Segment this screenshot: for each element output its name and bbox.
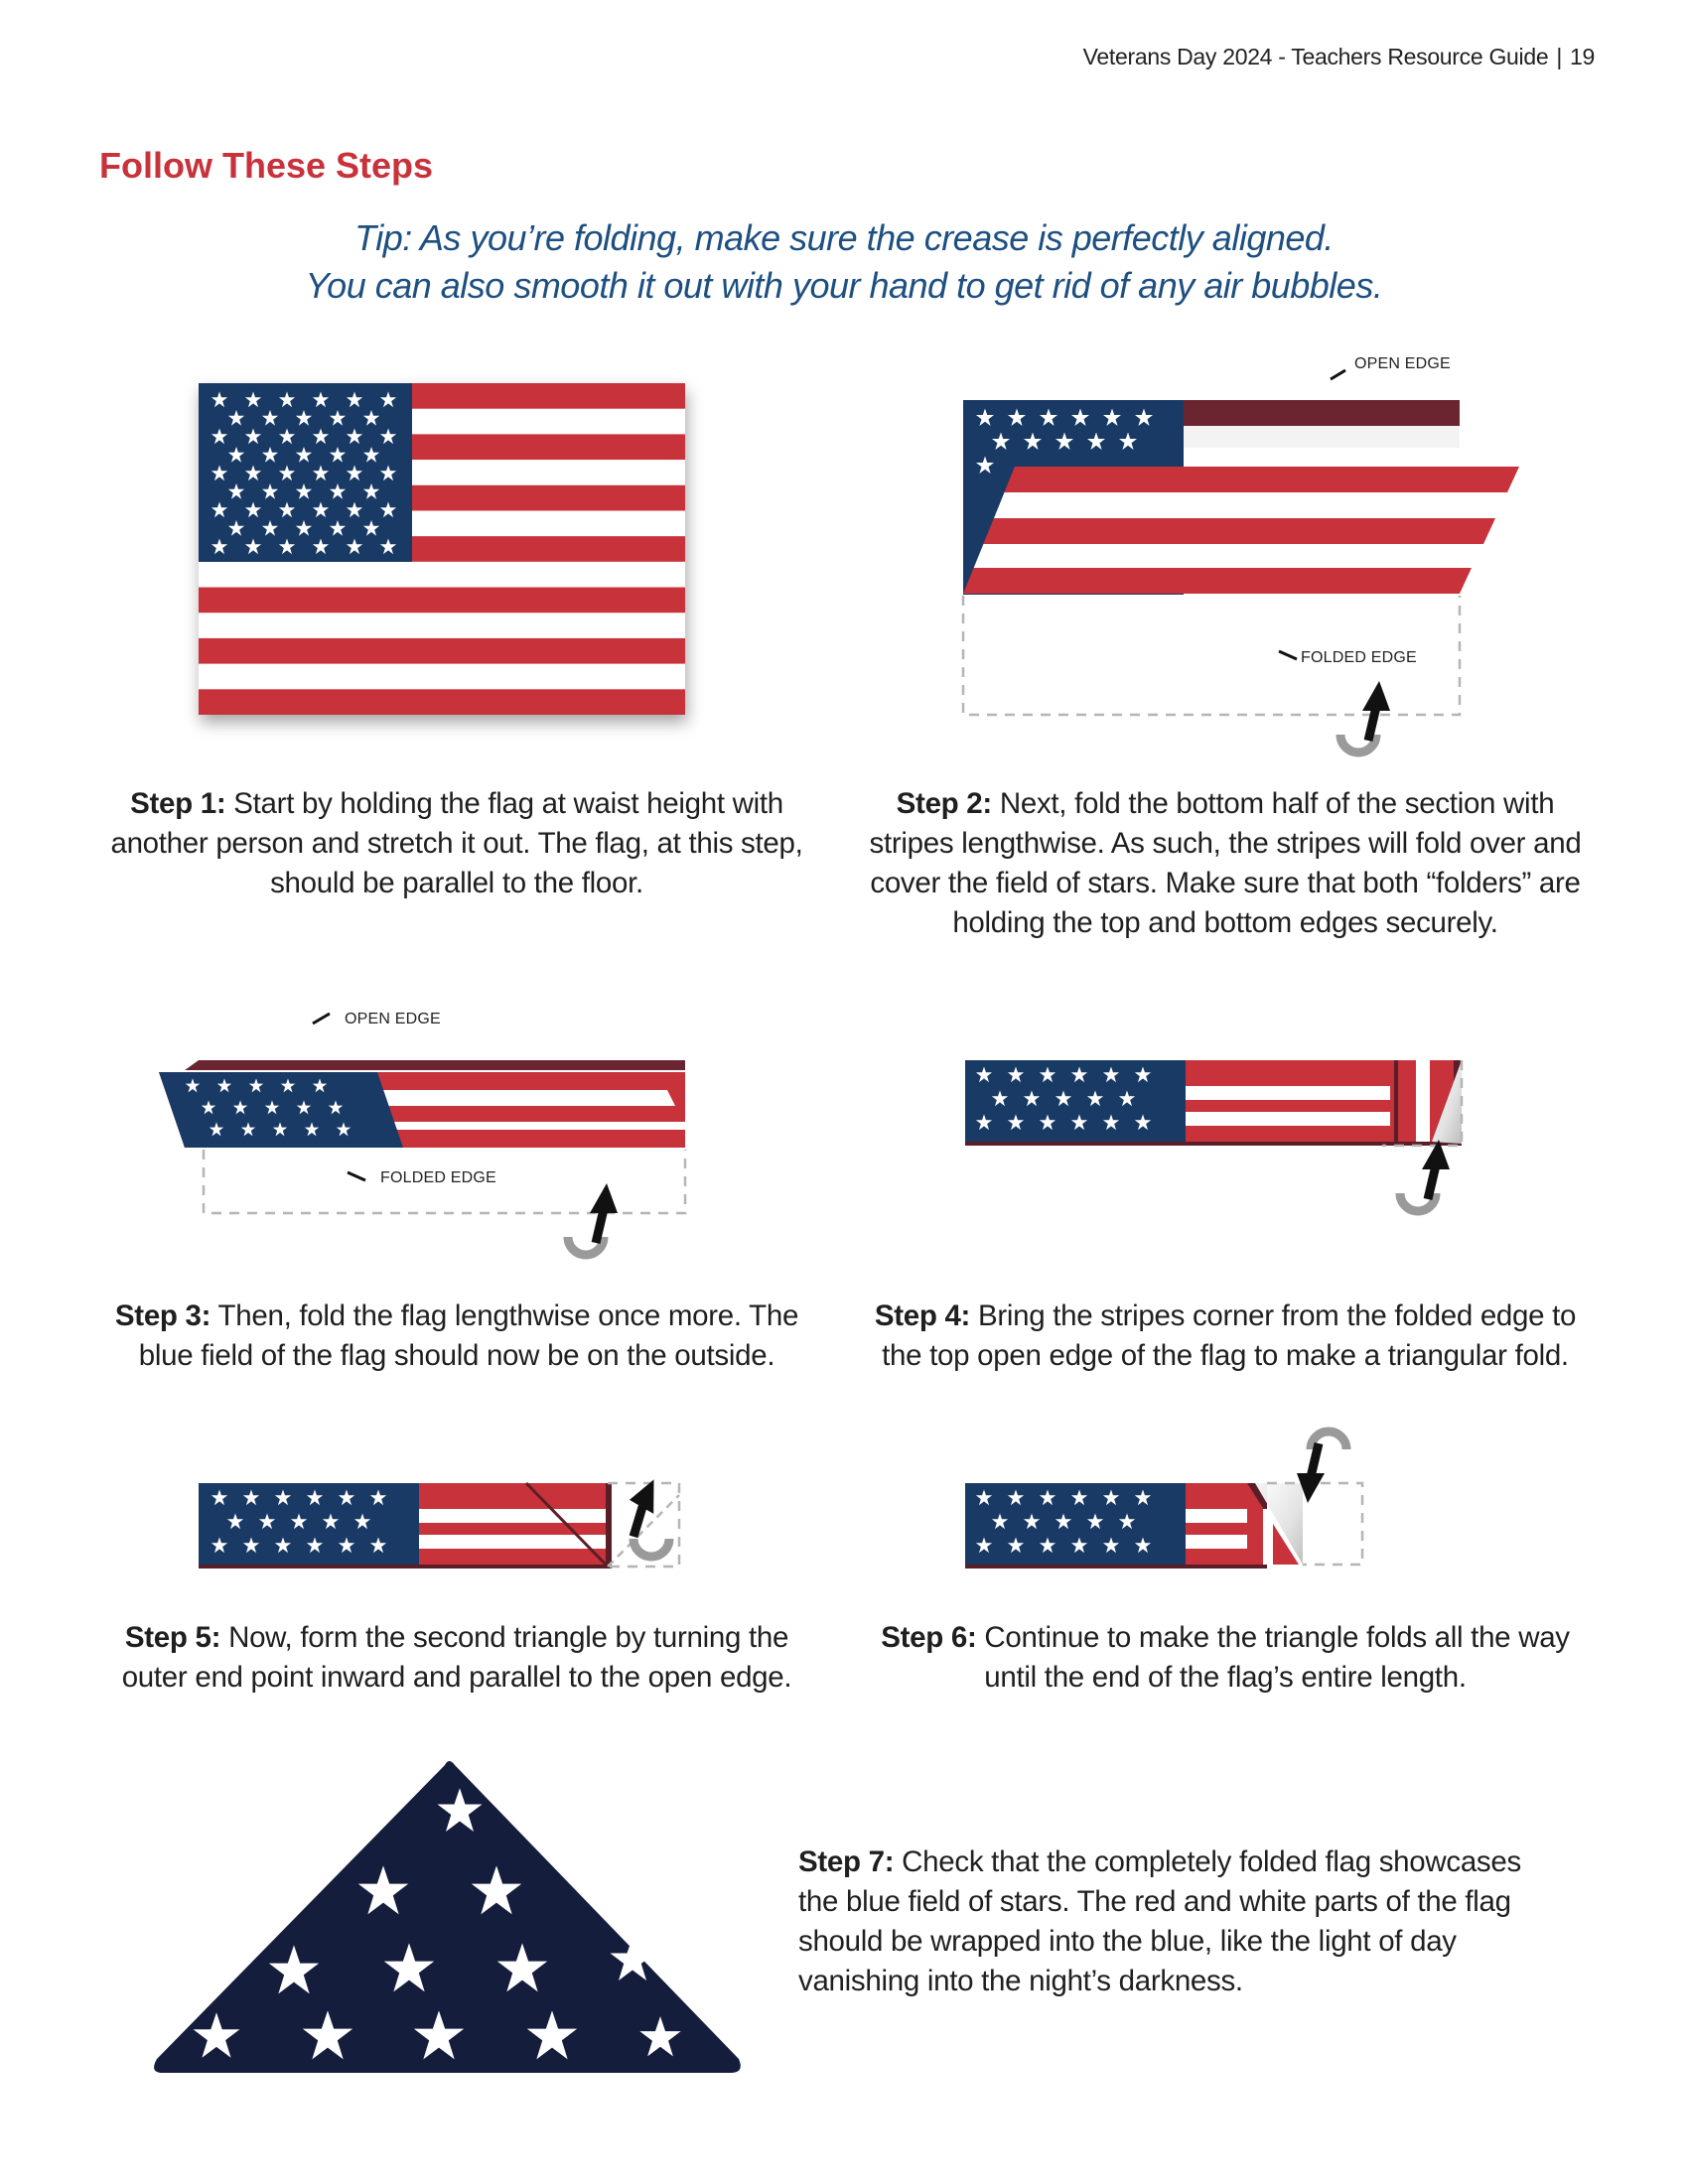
step-1-caption: [109, 784, 804, 903]
flag-stripe-red: [199, 588, 685, 614]
step-4-text: Bring the stripes corner from the folded edge to the top open edge of the flag to make a triangular fold.: [882, 1299, 1577, 1372]
step-3-label: Step 3:: [114, 1299, 211, 1332]
step-5-caption: [109, 1618, 804, 1698]
fold-arrow-icon: [1340, 681, 1390, 752]
step-3-caption: [109, 1297, 804, 1376]
open-edge-label-3: OPEN EDGE: [345, 1011, 441, 1027]
page-number: 19: [1570, 44, 1595, 69]
step-5-text: Now, form the second triangle by turning the outer end point inward and parallel to the open edge.: [121, 1621, 792, 1694]
step-1-label: Step 1:: [130, 787, 226, 820]
step-7-text: Check that the completely folded flag showcases the blue field of stars. The red and white parts of the flag should be wrapped into the blue, like the light of day vanishing into the night’s darkness.: [798, 1845, 1521, 1997]
guide-title: Veterans Day 2024 - Teachers Resource Guide: [1082, 44, 1549, 69]
fold-arrow-icon: [1297, 1432, 1346, 1503]
step-4-caption: [868, 1297, 1583, 1376]
tip-line-1: Tip: As you’re folding, make sure the crease is perfectly aligned.: [354, 217, 1334, 258]
section-title: Follow These Steps: [99, 145, 434, 186]
fold-arrow-icon: [568, 1183, 618, 1255]
tip-line-2: You can also smooth it out with your hand to get rid of any air bubbles.: [305, 265, 1383, 306]
fold-arrow-icon: [627, 1474, 669, 1557]
step-6-caption: [868, 1618, 1583, 1698]
step-7-label: Step 7:: [798, 1845, 895, 1878]
step-7-caption: [798, 1843, 1553, 2001]
flag-fold-step6-illustration: [965, 1430, 1362, 1598]
flag-stripe-red: [199, 689, 685, 715]
folded-edge-label-3: FOLDED EDGE: [380, 1169, 496, 1186]
fold-arrow-icon: [1400, 1140, 1450, 1211]
running-header: [1083, 44, 1595, 70]
step-2-text: Next, fold the bottom half of the section with stripes lengthwise. As such, the stripes will fold over and cover the field of stars. Make sure that both “folders” are holding the top and bottom edges securely.: [869, 787, 1582, 939]
header-divider: |: [1556, 44, 1563, 69]
folded-edge-label-2: FOLDED EDGE: [1301, 649, 1417, 666]
flag-fold-step2-illustration: [963, 397, 1519, 754]
step-2-caption: [868, 784, 1583, 943]
step-3-text: Then, fold the flag lengthwise once more. The blue field of the flag should now be on the outside.: [138, 1299, 799, 1372]
flag-stripe-red: [199, 638, 685, 664]
tip-text: [0, 214, 1688, 310]
step-6-text: Continue to make the triangle folds all the way until the end of the flag’s entire length.: [976, 1621, 1570, 1694]
step-1-text: Start by holding the flag at waist height with another person and stretch it out. The flag, at this step, should be parallel to the floor.: [110, 787, 803, 899]
step-4-label: Step 4:: [874, 1299, 971, 1332]
flag-full-illustration: [199, 383, 685, 715]
step-2-label: Step 2:: [896, 787, 992, 820]
flag-fold-step4-illustration: [965, 1060, 1481, 1229]
step-6-label: Step 6:: [881, 1621, 977, 1654]
flag-fold-step3-illustration: [159, 1060, 695, 1259]
folded-flag-triangle-illustration: [151, 1757, 747, 2075]
step-5-label: Step 5:: [124, 1621, 221, 1654]
open-edge-label-2: OPEN EDGE: [1354, 355, 1451, 372]
flag-fold-step5-illustration: [199, 1483, 715, 1612]
